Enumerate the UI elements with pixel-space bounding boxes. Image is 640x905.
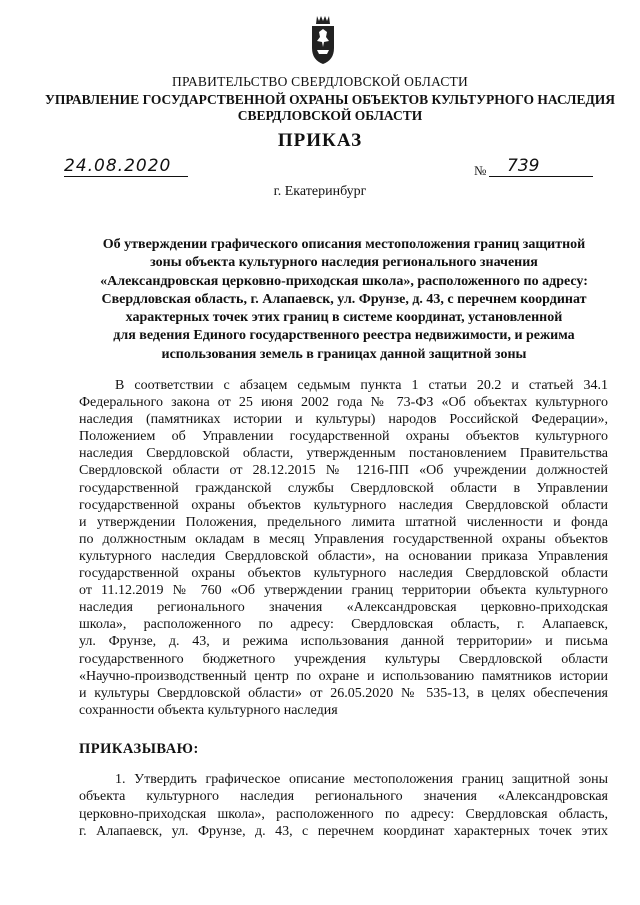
subject-line: использования земель в границах данной защитной зоны	[161, 346, 527, 362]
subject-line: зоны объекта культурного наследия регионального значения	[150, 255, 538, 271]
subject-line: для ведения Единого государственного реестра недвижимости, и режима	[113, 328, 575, 344]
subject-line: Об утверждении графического описания местоположения границ защитной	[102, 237, 586, 252]
body-line: сохранности объекта культурного наследия	[79, 702, 338, 718]
body-line: ул. Фрунзе, д. 43, и режима использования данной территории» и письма	[79, 634, 608, 650]
body-line: государственного бюджетного учреждения культуры Свердловской области	[79, 651, 608, 667]
body-line: государственной охраны объектов культурного наследия Свердловской области	[79, 497, 608, 513]
subject-line: Свердловская область, г. Алапаевск, ул. Фрунзе, д. 43, с перечнем координат	[101, 291, 587, 307]
sverdlovsk-coat-of-arms-icon	[308, 14, 338, 66]
department-name	[40, 92, 620, 124]
order-number-label: №	[474, 163, 487, 178]
body-line: Положением об Управлении государственной охраны объектов культурного	[79, 429, 608, 445]
body-line: наследия (памятниках истории и культуры) народов Российской Федерации»,	[79, 412, 608, 428]
body-line: «Научно-производственный центр по охране и использованию памятников истории	[79, 668, 608, 684]
body-line: государственной гражданской службы Свердловской области в Управлении	[79, 480, 608, 496]
order-date: 24.08.2020	[64, 156, 188, 177]
government-name: ПРАВИТЕЛЬСТВО СВЕРДЛОВСКОЙ ОБЛАСТИ	[172, 74, 468, 89]
body-line: наследия регионального значения «Александровская церковно-приходская	[79, 600, 608, 616]
body-line: и культуры Свердловской области» от 26.05.2020 № 535-13, в целях обеспечения	[79, 685, 608, 701]
item-line: 1. Утвердить графическое описание местоположения границ защитной зоны	[115, 772, 608, 787]
body-line: и утверждении Положения, предельного лимита штатной численности и фонда	[79, 514, 608, 530]
body-line: по должностным окладам в месяц Управления государственной охраны объектов	[79, 531, 608, 547]
body-line: Федерального закона от 25 июня 2002 года № 73-ФЗ «Об объектах культурного	[79, 395, 608, 411]
body-line: культурного наследия Свердловской области», на основании приказа Управления	[79, 548, 608, 564]
preamble-paragraph	[79, 377, 608, 719]
item-line: объекта культурного наследия регионального значения «Александровская	[79, 789, 608, 805]
body-line: школа», расположенного по адресу: Свердловская область, г. Алапаевск,	[79, 617, 608, 633]
document-title: ПРИКАЗ	[277, 130, 363, 151]
body-line: государственной охраны объектов культурного наследия Свердловской области	[79, 566, 608, 582]
city: г. Екатеринбург	[273, 184, 367, 199]
order-heading: ПРИКАЗЫВАЮ:	[79, 741, 199, 757]
order-item-1	[79, 771, 608, 840]
body-line: Свердловской области от 28.12.2015 № 1216-ПП «Об учреждении должностей	[79, 463, 608, 479]
body-line: наследия Свердловской области, утвержденным постановлением Правительства	[79, 446, 608, 462]
body-line: В соответствии с абзацем седьмым пункта 1 статьи 20.2 и статьей 34.1	[115, 378, 608, 393]
item-line: г. Алапаевск, ул. Фрунзе, д. 43, с перечнем координат характерных точек этих	[79, 823, 608, 839]
order-subject	[64, 236, 624, 364]
body-line: от 11.12.2019 № 760 «Об утверждении границ территории объекта культурного	[79, 583, 608, 599]
department-name-line: УПРАВЛЕНИЕ ГОСУДАРСТВЕННОЙ ОХРАНЫ ОБЪЕКТОВ КУЛЬТУРНОГО НАСЛЕДИЯ	[44, 92, 616, 107]
order-number: 739	[489, 156, 593, 177]
department-name-line: СВЕРДЛОВСКОЙ ОБЛАСТИ	[237, 108, 423, 123]
subject-line: «Александровская церковно-приходская школа», расположенного по адресу:	[100, 273, 588, 289]
subject-line: характерных точек этих границ в системе координат, установленной	[125, 310, 563, 326]
item-line: церковно-приходская школа», расположенного по адресу: Свердловская область,	[79, 806, 608, 822]
